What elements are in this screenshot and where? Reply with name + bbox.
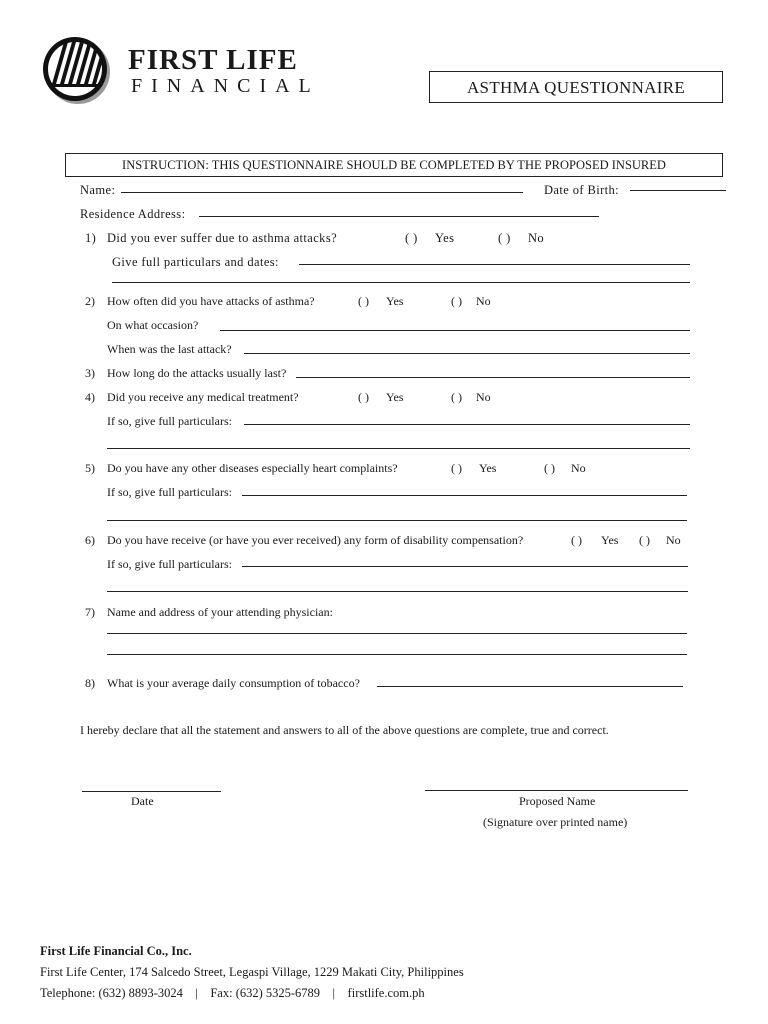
q8-field[interactable] — [377, 686, 683, 687]
q2-occasion-label: On what occasion? — [107, 318, 199, 332]
q4-sub-label: If so, give full particulars: — [107, 414, 232, 428]
instruction-text: INSTRUCTION: THIS QUESTIONNAIRE SHOULD BE COMPLETED BY THE PROPOSED INSURED — [122, 158, 666, 172]
proposed-name-label: Proposed Name — [519, 794, 596, 808]
q2-number: 2) — [85, 294, 95, 308]
q2-yes-checkbox[interactable]: ( ) — [358, 294, 369, 308]
q2-text: How often did you have attacks of asthma? — [107, 294, 315, 308]
name-label: Name: — [80, 183, 116, 197]
q6-sub-label: If so, give full particulars: — [107, 557, 232, 571]
footer-company: First Life Financial Co., Inc. — [40, 944, 192, 958]
name-signature-line[interactable] — [425, 790, 688, 791]
q1-yes-label: Yes — [435, 231, 455, 245]
q2-last-attack-label: When was the last attack? — [107, 342, 232, 356]
q5-yes-checkbox[interactable]: ( ) — [451, 461, 462, 475]
q4-no-label: No — [476, 390, 491, 404]
q1-no-label: No — [528, 231, 545, 245]
q6-yes-label: Yes — [601, 533, 619, 547]
address-label: Residence Address: — [80, 207, 186, 221]
q6-yes-checkbox[interactable]: ( ) — [571, 533, 582, 547]
declaration-text: I hereby declare that all the statement and answers to all of the above questions are complete, true and correct. — [80, 723, 609, 737]
logo-emblem-icon — [40, 36, 116, 106]
q1-yes-checkbox[interactable]: ( ) — [405, 231, 418, 245]
name-field[interactable] — [121, 192, 523, 193]
q3-field[interactable] — [296, 377, 690, 378]
q5-sub-label: If so, give full particulars: — [107, 485, 232, 499]
q1-particulars-line-2[interactable] — [112, 282, 690, 283]
q5-particulars-line-1[interactable] — [242, 495, 687, 496]
q4-no-checkbox[interactable]: ( ) — [451, 390, 462, 404]
q4-number: 4) — [85, 390, 95, 404]
q6-number: 6) — [85, 533, 95, 547]
q1-sub-label: Give full particulars and dates: — [112, 255, 279, 269]
q3-number: 3) — [85, 366, 95, 380]
q5-yes-label: Yes — [479, 461, 497, 475]
q1-number: 1) — [85, 231, 97, 245]
brand-name: FIRST LIFE — [128, 44, 298, 76]
footer-contact: Telephone: (632) 8893-3024 | Fax: (632) 5325-6789 | firstlife.com.ph — [40, 986, 425, 1000]
q8-number: 8) — [85, 676, 95, 690]
form-title-box — [429, 71, 723, 103]
q4-particulars-line-1[interactable] — [244, 424, 690, 425]
q8-text: What is your average daily consumption of tobacco? — [107, 676, 360, 690]
q5-text: Do you have any other diseases especially heart complaints? — [107, 461, 398, 475]
q6-no-label: No — [666, 533, 681, 547]
q6-particulars-line-2[interactable] — [107, 591, 688, 592]
q6-particulars-line-1[interactable] — [242, 566, 688, 567]
q4-yes-checkbox[interactable]: ( ) — [358, 390, 369, 404]
form-title: ASTHMA QUESTIONNAIRE — [466, 78, 686, 97]
q7-number: 7) — [85, 605, 95, 619]
footer-address: First Life Center, 174 Salcedo Street, Legaspi Village, 1229 Makati City, Philippines — [40, 965, 464, 979]
q6-text: Do you have receive (or have you ever received) any form of disability compensation? — [107, 533, 524, 547]
q2-no-checkbox[interactable]: ( ) — [451, 294, 462, 308]
dob-label: Date of Birth: — [544, 183, 620, 197]
q7-text: Name and address of your attending physician: — [107, 605, 333, 619]
date-signature-line[interactable] — [82, 791, 221, 792]
q5-no-checkbox[interactable]: ( ) — [544, 461, 555, 475]
q4-yes-label: Yes — [386, 390, 404, 404]
signature-note: (Signature over printed name) — [483, 815, 628, 829]
q7-field-line-2[interactable] — [107, 654, 687, 655]
date-label: Date — [131, 794, 154, 808]
q2-yes-label: Yes — [386, 294, 404, 308]
q2-occasion-field[interactable] — [220, 330, 690, 331]
q5-particulars-line-2[interactable] — [107, 520, 687, 521]
q1-particulars-line-1[interactable] — [299, 264, 690, 265]
q1-text: Did you ever suffer due to asthma attacks? — [107, 231, 338, 245]
q3-text: How long do the attacks usually last? — [107, 366, 287, 380]
company-logo — [40, 36, 116, 106]
q4-particulars-line-2[interactable] — [107, 448, 690, 449]
brand-subname: FINANCIAL — [131, 75, 320, 97]
q5-no-label: No — [571, 461, 586, 475]
q1-no-checkbox[interactable]: ( ) — [498, 231, 511, 245]
instruction-box — [65, 153, 723, 177]
q5-number: 5) — [85, 461, 95, 475]
q6-no-checkbox[interactable]: ( ) — [639, 533, 650, 547]
q7-field-line-1[interactable] — [107, 633, 687, 634]
q2-last-attack-field[interactable] — [244, 353, 690, 354]
dob-field[interactable] — [630, 190, 726, 191]
q2-no-label: No — [476, 294, 491, 308]
q4-text: Did you receive any medical treatment? — [107, 390, 299, 404]
address-field[interactable] — [199, 216, 599, 217]
